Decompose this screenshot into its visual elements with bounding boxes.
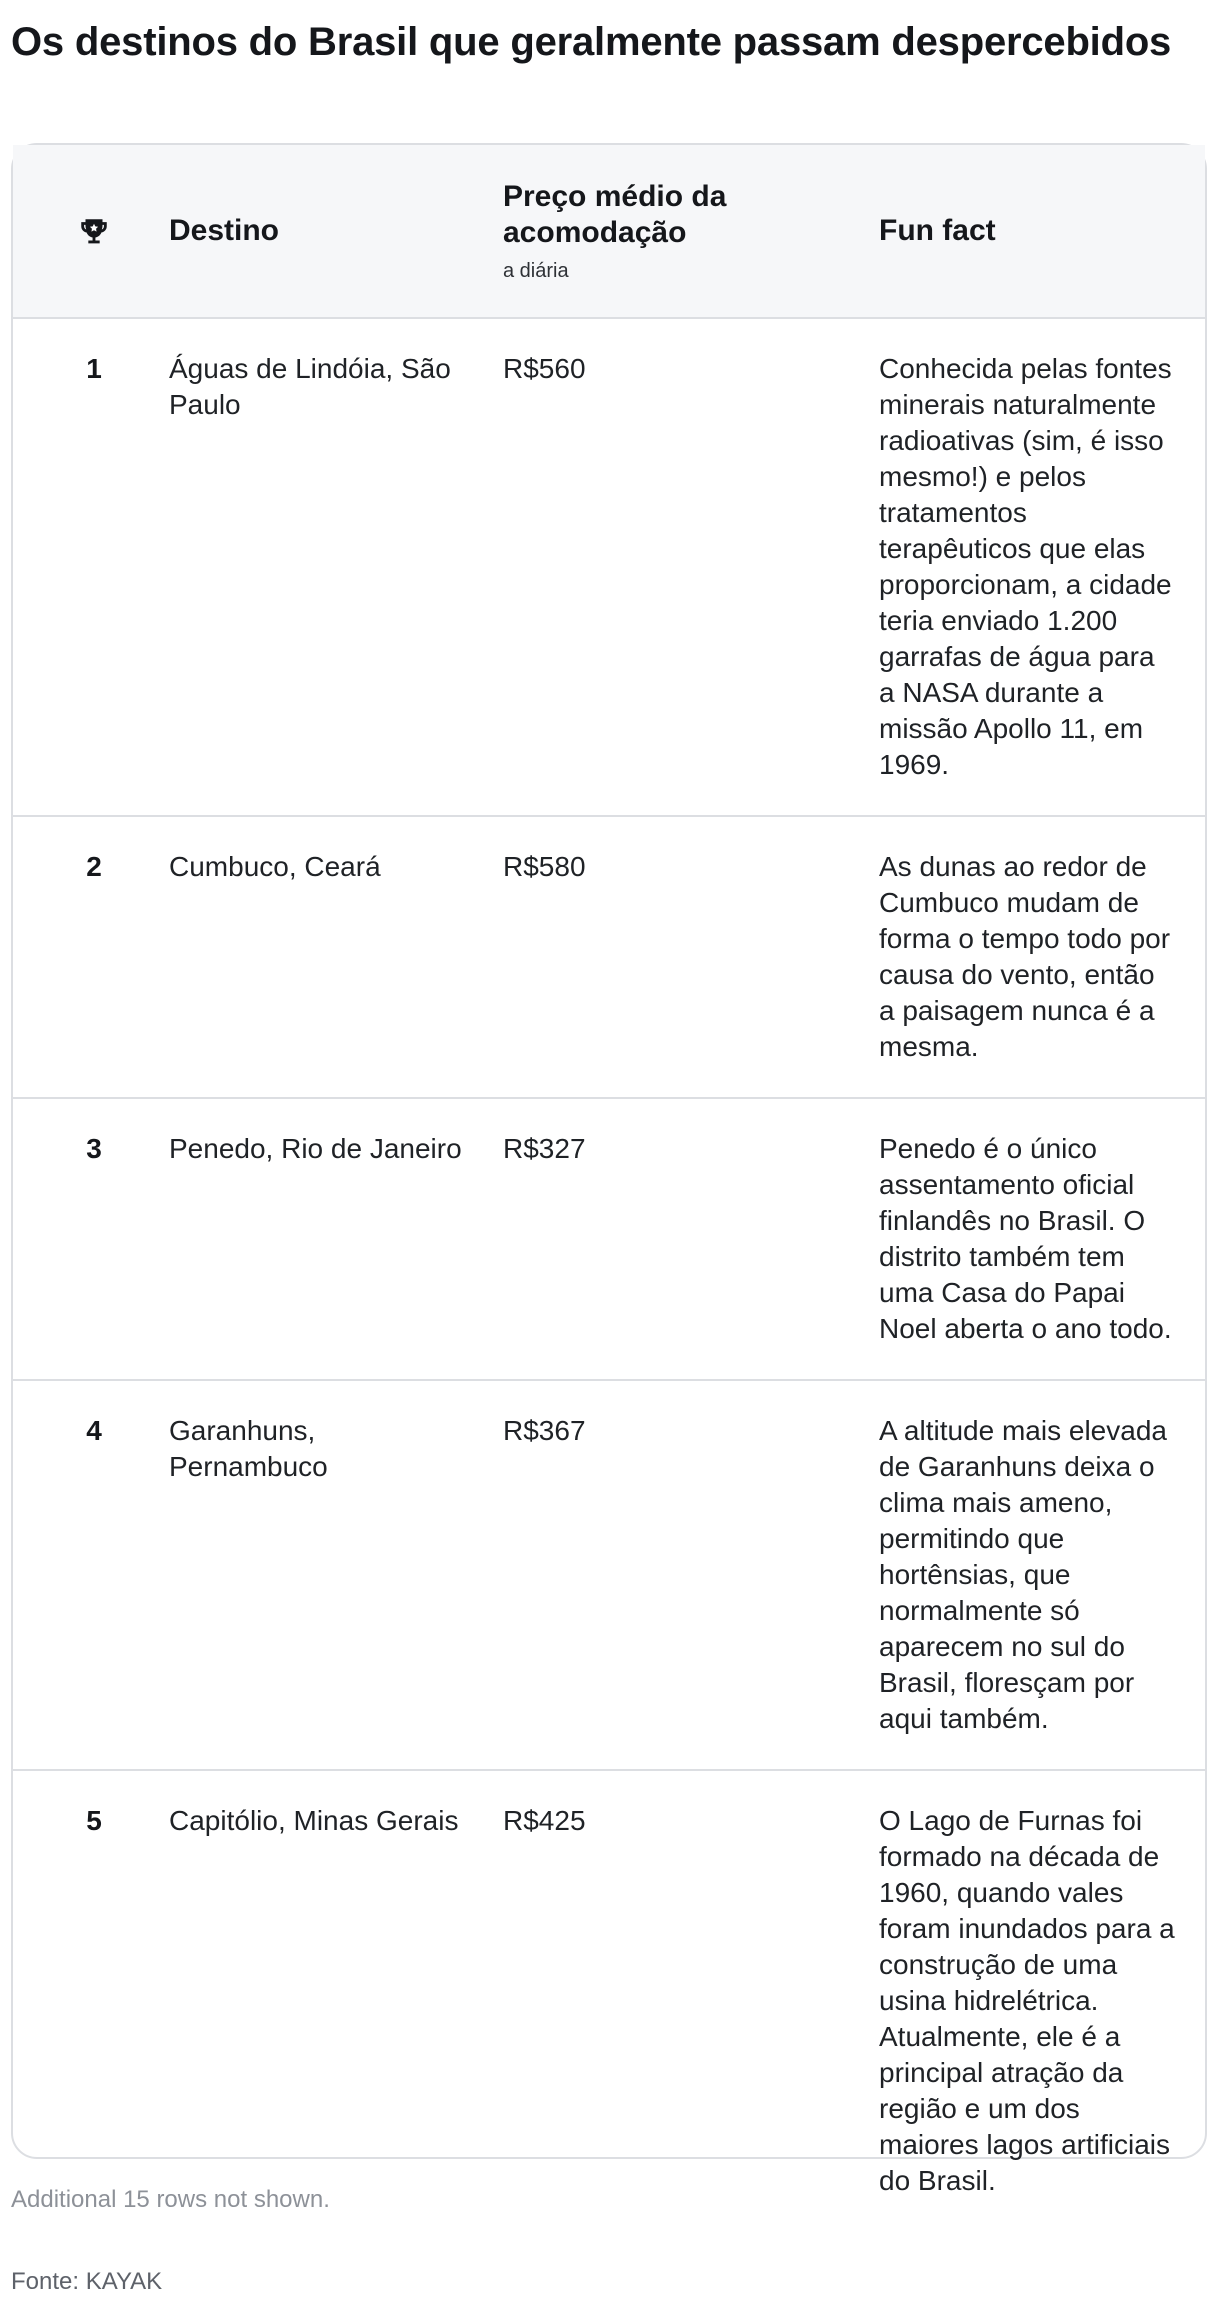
destination-column-header: Destino	[169, 145, 503, 318]
rank-cell: 1	[13, 318, 169, 816]
trophy-icon	[77, 215, 111, 249]
page-title: Os destinos do Brasil que geralmente passam despercebidos	[11, 20, 1172, 64]
price-cell: R$425	[503, 1805, 586, 1836]
destinations-table	[13, 145, 1205, 2231]
destination-cell: Garanhuns, Pernambuco	[169, 1380, 503, 1770]
rank-cell: 4	[13, 1380, 169, 1770]
price-column-header	[503, 145, 879, 318]
table-row	[13, 318, 1205, 816]
rank-cell: 2	[13, 816, 169, 1098]
source-credit: Fonte: KAYAK	[11, 2268, 163, 2295]
fact-column-header: Fun fact	[879, 145, 1205, 318]
table-row	[13, 1380, 1205, 1770]
price-cell: R$367	[503, 1380, 879, 1770]
fact-cell: Penedo é o único assentamento oficial finlandês no Brasil. O distrito também tem uma Casa do Papai Noel aberta o ano todo.	[879, 1098, 1205, 1380]
fact-cell: As dunas ao redor de Cumbuco mudam de forma o tempo todo por causa do vento, então a paisagem nunca é a mesma.	[879, 816, 1205, 1098]
table-row	[13, 1098, 1205, 1380]
price-cell: R$327	[503, 1098, 879, 1380]
rank-cell: 3	[13, 1098, 169, 1380]
rank-column-header	[13, 145, 169, 318]
table-header-row	[13, 145, 1205, 318]
table-header	[13, 145, 1205, 318]
destinations-table-card	[11, 143, 1207, 2196]
destination-cell: Cumbuco, Ceará	[169, 816, 503, 1098]
destination-cell: Capitólio, Minas Gerais	[169, 1805, 459, 1836]
fact-cell: A altitude mais elevada de Garanhuns deixa o clima mais ameno, permitindo que hortênsias, que normalmente só aparecem no sul do Brasil, floresçam por aqui também.	[879, 1380, 1205, 1770]
fact-cell: Conhecida pelas fontes minerais naturalmente radioativas (sim, é isso mesmo!) e pelos tratamentos terapêuticos que elas proporcionam, a cidade teria enviado 1.200 garrafas de água para a NASA durante a missão Apollo 11, em 1969.	[879, 318, 1205, 816]
table-row	[13, 816, 1205, 1098]
table-row	[13, 1770, 1205, 2231]
price-column-sublabel: a diária	[503, 260, 569, 282]
rank-cell: 5	[86, 1805, 102, 1836]
price-column-label: Preço médio da acomodação	[503, 180, 727, 249]
destination-cell: Águas de Lindóia, São Paulo	[169, 318, 503, 816]
destination-cell: Penedo, Rio de Janeiro	[169, 1098, 503, 1380]
table-body	[13, 318, 1205, 2231]
rows-not-shown-note: Additional 15 rows not shown.	[11, 2186, 330, 2213]
fact-cell: O Lago de Furnas foi formado na década de 1960, quando vales foram inundados para a construção de uma usina hidrelétrica. Atualmente, ele é a principal atração da região e um dos maiores lagos artificiais do Brasil.	[879, 1805, 1175, 2196]
price-cell: R$580	[503, 816, 879, 1098]
price-cell: R$560	[503, 318, 879, 816]
